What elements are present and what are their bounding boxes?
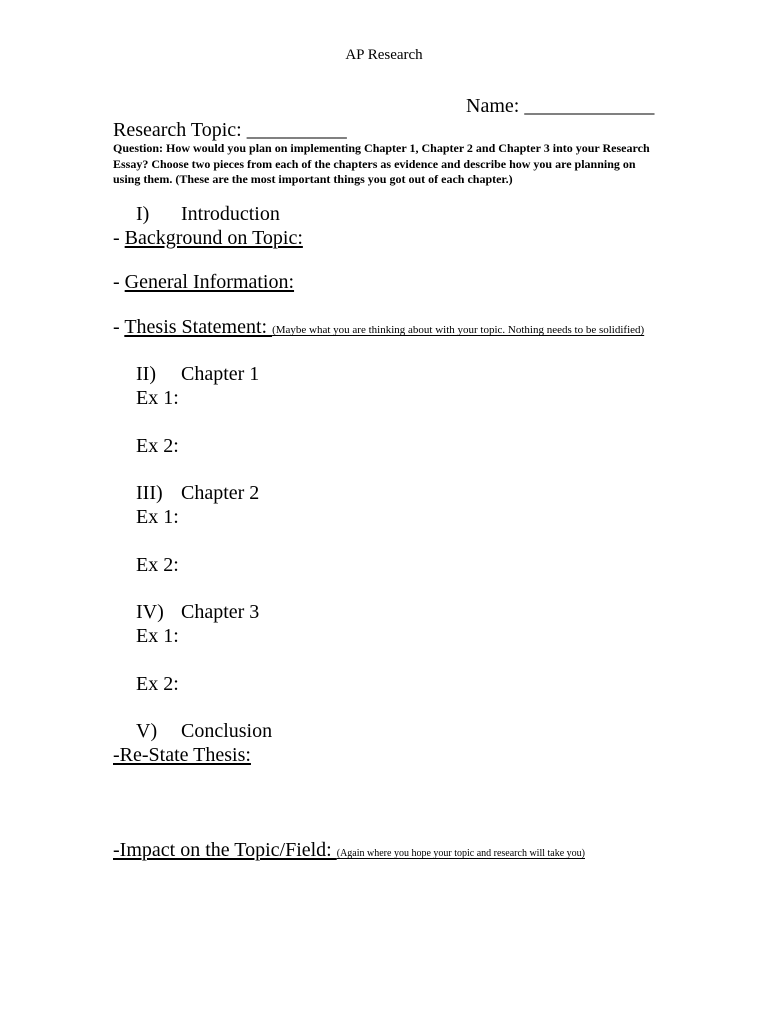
impact-on-topic-line (113, 840, 585, 860)
name-blank: _____________ (524, 95, 655, 117)
general-information-label: General Information: (124, 271, 295, 293)
section-title: Conclusion (181, 720, 273, 742)
thesis-statement-line (113, 317, 644, 337)
section-title: Introduction (181, 203, 280, 225)
section-chapter3-heading (136, 602, 259, 622)
thesis-statement-note: (Maybe what you are thinking about with your topic. Nothing needs to be solidified) (272, 324, 645, 336)
chapter2-ex2-label: Ex 2: (136, 554, 179, 576)
chapter1-ex1-label: Ex 1: (136, 387, 179, 409)
general-information-line (113, 272, 294, 292)
background-on-topic-line (113, 228, 303, 248)
section-numeral: I) (136, 203, 150, 225)
section-numeral: III) (136, 482, 163, 504)
section-title: Chapter 3 (181, 601, 260, 623)
research-topic-label: Research Topic: (113, 119, 242, 141)
name-field (466, 96, 654, 116)
section-conclusion-heading (136, 721, 272, 741)
section-title: Chapter 1 (181, 363, 260, 385)
section-numeral: IV) (136, 601, 164, 623)
chapter2-ex1-label: Ex 1: (136, 506, 179, 528)
thesis-statement-label: Thesis Statement: (124, 316, 273, 338)
chapter3-ex2-label: Ex 2: (136, 673, 179, 695)
section-chapter2-heading (136, 483, 259, 503)
name-label: Name: (466, 95, 520, 117)
research-topic-blank: __________ (246, 119, 347, 141)
section-title: Chapter 2 (181, 482, 260, 504)
chapter3-ex1-label: Ex 1: (136, 625, 179, 647)
research-topic-field (113, 120, 347, 140)
restate-thesis-label: -Re-State Thesis: (113, 744, 251, 766)
section-numeral: II) (136, 363, 156, 385)
question-prompt: Question: How would you plan on implementing Chapter 1, Chapter 2 and Chapter 3 into your Research Essay? Choose two pieces from each of the chapters as evidence and describe how you are planning on using them. (These are the most important things you got out of each chapter.) (113, 141, 650, 186)
section-chapter1-heading (136, 364, 259, 384)
dash: - (113, 227, 120, 249)
document-title: AP Research (345, 47, 423, 63)
section-numeral: V) (136, 720, 158, 742)
dash: - (113, 271, 120, 293)
chapter1-ex2-label: Ex 2: (136, 435, 179, 457)
background-on-topic-label: Background on Topic: (124, 227, 303, 249)
impact-on-topic-note: (Again where you hope your topic and research will take you) (336, 848, 585, 859)
dash: - (113, 316, 120, 338)
section-introduction-heading (136, 204, 280, 224)
impact-on-topic-label: -Impact on the Topic/Field: (113, 839, 337, 861)
